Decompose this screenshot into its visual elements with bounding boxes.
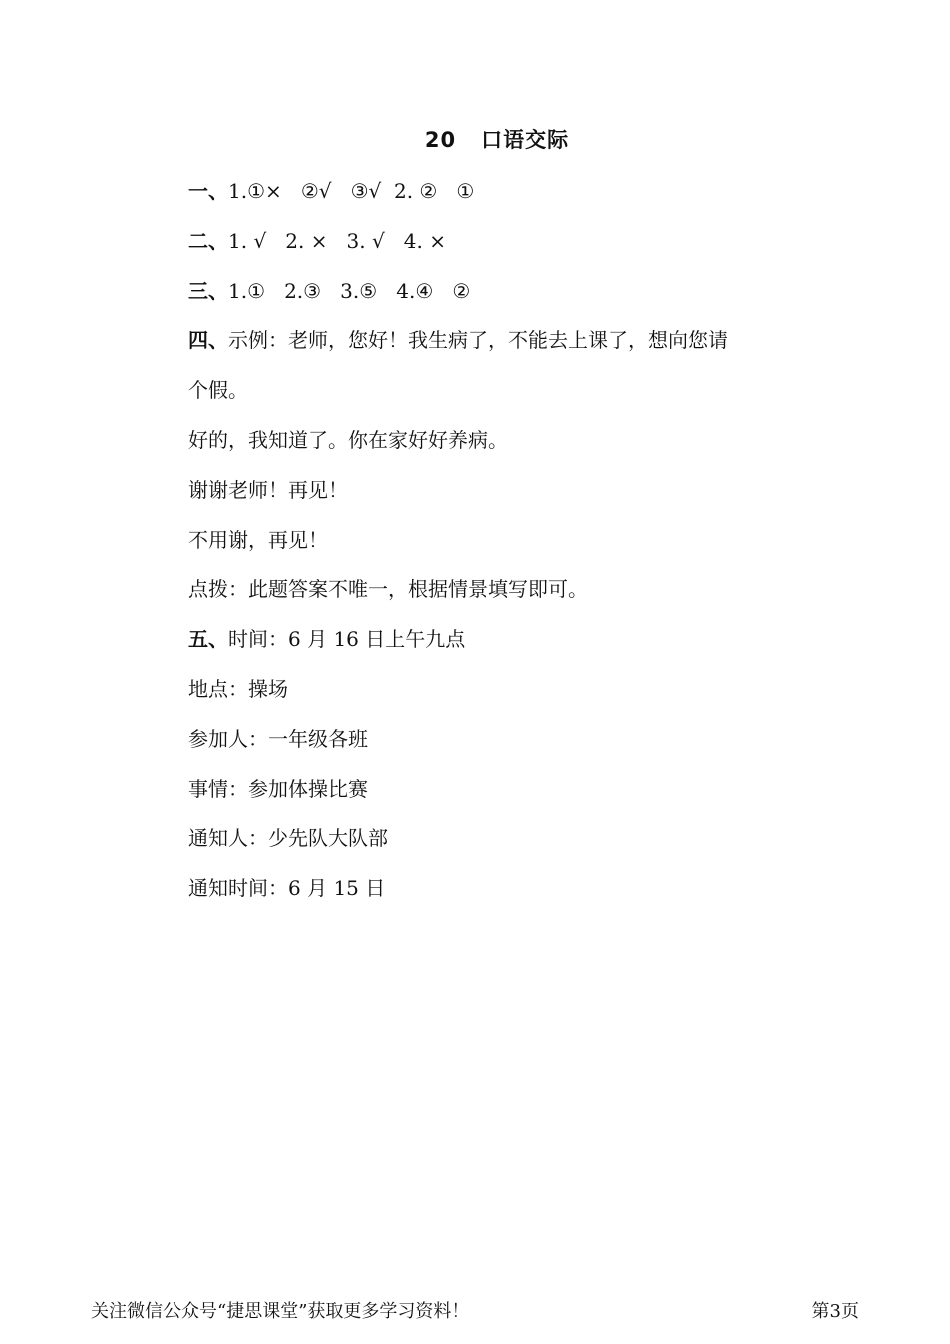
answer-text: 示例：老师，您好！我生病了，不能去上课了，想向您请 — [228, 328, 728, 353]
answer-text: 好的，我知道了。你在家好好养病。 — [188, 427, 508, 452]
answer-line-7 — [188, 473, 828, 523]
answer-line-12 — [188, 722, 828, 772]
page-number: 第3页 — [811, 1301, 859, 1322]
section-label: 五、 — [188, 627, 228, 652]
answer-text: 个假。 — [188, 378, 248, 403]
section-label: 一、 — [188, 179, 228, 203]
answer-text: 时间：6 月 16 日上午九点 — [228, 627, 466, 652]
answer-text: 1.①× ②√ ③√ 2. ② ① — [228, 179, 475, 203]
answer-text: 不用谢，再见！ — [188, 527, 328, 552]
section-label: 三、 — [188, 278, 228, 303]
answer-line-2 — [188, 224, 828, 274]
answer-line-4 — [188, 323, 828, 373]
answer-line-14 — [188, 821, 828, 871]
answer-line-10 — [188, 622, 828, 672]
answer-text: 谢谢老师！再见！ — [188, 477, 348, 502]
answer-text: 点拨：此题答案不唯一，根据情景填写即可。 — [188, 577, 588, 602]
answer-text: 1.① 2.③ 3.⑤ 4.④ ② — [228, 278, 471, 303]
section-label: 二、 — [188, 228, 228, 253]
answer-line-13 — [188, 772, 828, 822]
answer-line-11 — [188, 672, 828, 722]
section-label: 四、 — [188, 328, 228, 353]
page-title: 20 口语交际 — [424, 128, 570, 152]
answer-line-3 — [188, 274, 828, 324]
footer-promo-text: 关注微信公众号“捷思课堂”获取更多学习资料！ — [91, 1301, 470, 1322]
answer-text: 通知时间：6 月 15 日 — [188, 876, 386, 901]
answer-content — [188, 174, 828, 921]
answer-text: 地点：操场 — [188, 676, 288, 701]
answer-text: 事情：参加体操比赛 — [188, 776, 368, 801]
answer-text: 参加人：一年级各班 — [188, 726, 368, 751]
answer-line-1 — [188, 174, 828, 224]
answer-line-15 — [188, 871, 828, 921]
answer-line-8 — [188, 523, 828, 573]
answer-text: 1. √ 2. × 3. √ 4. × — [228, 228, 446, 253]
answer-line-6 — [188, 423, 828, 473]
answer-text: 通知人：少先队大队部 — [188, 826, 388, 851]
answer-line-5 — [188, 373, 828, 423]
answer-line-9 — [188, 572, 828, 622]
